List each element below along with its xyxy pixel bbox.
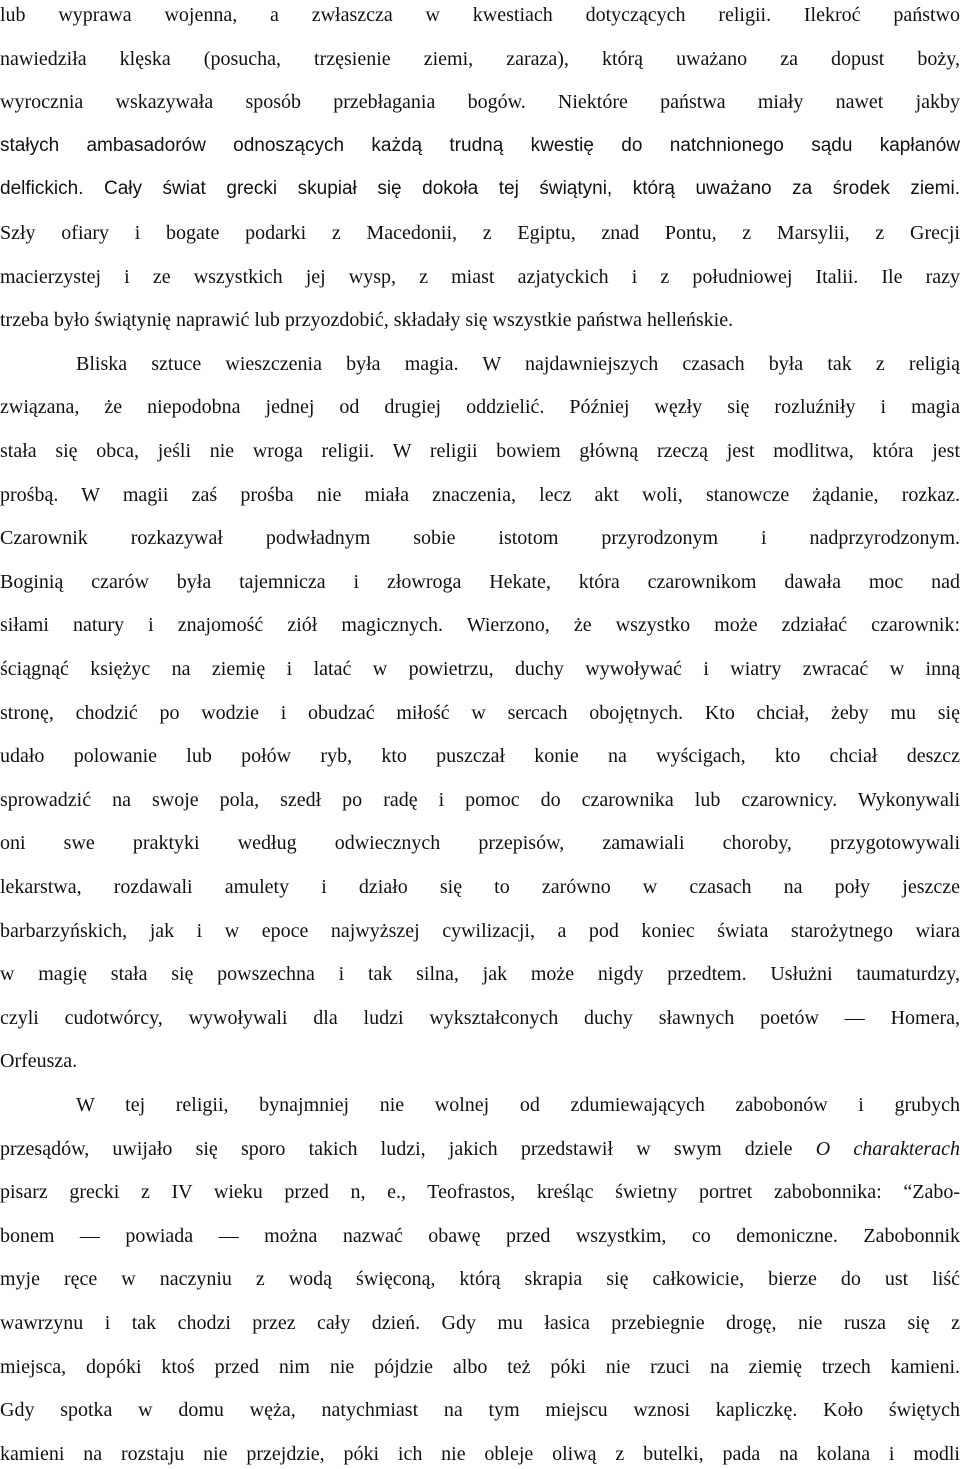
- line-text: Orfeusza.: [0, 1050, 78, 1073]
- line-text: nawiedziła klęska (posucha, trzęsienie ziemi, zaraza), którą uważano za dopust boży,: [0, 47, 960, 70]
- text-line-content: [0, 87, 960, 117]
- text-line: [0, 1090, 960, 1120]
- text-line: [0, 741, 960, 771]
- text-line: [0, 305, 960, 335]
- text-line-content: [76, 349, 960, 379]
- text-line: [0, 567, 960, 597]
- text-line: [0, 1439, 960, 1469]
- line-text: siłami natury i znajomość ziół magicznych. Wierzono, że wszystko może zdziałać czarownik:: [0, 614, 960, 637]
- text-line-content: [0, 0, 960, 30]
- line-text: związana, że niepodobna jednej od drugiej oddzielić. Później węzły się rozluźniły i magia: [0, 396, 960, 419]
- text-line-content: [0, 1308, 960, 1338]
- line-text: Czarownik rozkazywał podwładnym sobie istotom przyrodzonym i nadprzyrodzonym.: [0, 527, 960, 550]
- text-line: [0, 44, 960, 74]
- line-text: Boginią czarów była tajemnicza i złowroga Hekate, która czarownikom dawała moc nad: [0, 570, 960, 593]
- text-line: [0, 828, 960, 858]
- text-line-content: [0, 1134, 960, 1164]
- text-line: [0, 1308, 960, 1338]
- text-line: [0, 262, 960, 292]
- line-text: Gdy spotka w domu węża, natychmiast na tym miejscu wznosi kapliczkę. Koło świętych: [0, 1399, 960, 1422]
- text-line: [0, 1046, 960, 1076]
- text-line-content: [0, 654, 960, 684]
- line-text: ściągnąć księżyc na ziemię i latać w powietrzu, duchy wywoływać i wiatry zwracać w inną: [0, 658, 960, 680]
- text-line-content: [0, 1439, 960, 1469]
- text-line: [0, 1177, 960, 1207]
- text-line: [0, 1352, 960, 1382]
- text-line: [0, 654, 960, 684]
- line-text: sprowadzić na swoje pola, szedł po radę i pomoc do czarownika lub czarownicy. Wykonywali: [0, 788, 960, 811]
- text-line-content: [0, 1003, 960, 1033]
- text-line-content: [0, 1264, 960, 1294]
- line-text: barbarzyńskich, jak i w epoce najwyższej cywilizacji, a pod koniec świata starożytnego wiara: [0, 919, 960, 942]
- line-text: czyli cudotwórcy, wywoływali dla ludzi wykształconych duchy sławnych poetów — Homera,: [0, 1006, 960, 1029]
- text-line: [0, 523, 960, 553]
- line-text: udało polowanie lub połów ryb, kto puszczał konie na wyścigach, kto chciał deszcz: [0, 745, 960, 768]
- text-line: [0, 698, 960, 728]
- text-line-content: [0, 1352, 960, 1382]
- text-line-content: [0, 872, 960, 902]
- text-line-content: [0, 174, 960, 204]
- text-line: [0, 1134, 960, 1164]
- text-line-content: [0, 523, 960, 553]
- text-line: [0, 1264, 960, 1294]
- text-line: [0, 610, 960, 640]
- text-line: [0, 436, 960, 466]
- text-line: [0, 785, 960, 815]
- text-line: [0, 916, 960, 946]
- text-line-content: [0, 828, 960, 858]
- line-text: stała się obca, jeśli nie wroga religii. W religii bowiem główną rzeczą jest modlitwa, która jest: [0, 440, 960, 462]
- text-line-content: [0, 1221, 960, 1251]
- line-text: wawrzynu i tak chodzi przez cały dzień. Gdy mu łasica przebiegnie drogę, nie rusza się z: [0, 1312, 960, 1334]
- line-text: miejsca, dopóki ktoś przed nim nie pójdzie albo też póki nie rzuci na ziemię trzech kamieni.: [0, 1355, 960, 1378]
- line-text: Bliska sztuce wieszczenia była magia. W najdawniejszych czasach była tak z religią: [76, 352, 960, 375]
- text-line: [0, 480, 960, 510]
- text-line-content: [0, 785, 960, 815]
- text-line-content: [0, 305, 960, 335]
- text-line-content: [0, 392, 960, 422]
- text-line-content: [0, 218, 960, 248]
- line-text: bonem — powiada — można nazwać obawę przed wszystkim, co demoniczne. Zabobonnik: [0, 1224, 960, 1247]
- line-text: przesądów, uwijało się sporo takich ludzi, jakich przedstawił w swym dziele: [0, 1137, 816, 1160]
- line-text: w magię stała się powszechna i tak silna, jak może nigdy przedtem. Usłużni taumaturdzy,: [0, 963, 960, 986]
- text-line: [0, 1395, 960, 1425]
- line-text: pisarz grecki z IV wieku przed n, e., Teofrastos, kreśląc świetny portret zabobonnika: “Zabo-: [0, 1181, 960, 1204]
- line-text: trzeba było świątynię naprawić lub przyozdobić, składały się wszystkie państwa helleńskie.: [0, 309, 734, 332]
- line-text: oni swe praktyki według odwiecznych przepisów, zamawiali choroby, przygotowywali: [0, 832, 960, 855]
- line-text: prośbą. W magii zaś prośba nie miała znaczenia, lecz akt woli, stanowcze żądanie, rozkaz.: [0, 483, 960, 506]
- text-line-content: [0, 741, 960, 771]
- text-line-content: [0, 262, 960, 292]
- text-line-content: [0, 959, 960, 989]
- text-line: [0, 1003, 960, 1033]
- line-text: stronę, chodzić po wodzie i obudzać miłość w sercach obojętnych. Kto chciał, żeby mu się: [0, 701, 960, 724]
- text-line-content: [76, 1090, 960, 1120]
- text-line: [0, 392, 960, 422]
- text-line: [0, 349, 960, 379]
- text-line: [0, 959, 960, 989]
- text-line-content: [0, 698, 960, 728]
- text-line: [0, 0, 960, 30]
- text-line-content: [0, 916, 960, 946]
- text-line-content: [0, 44, 960, 74]
- text-line-content: [0, 567, 960, 597]
- line-text: lub wyprawa wojenna, a zwłaszcza w kwestiach dotyczących religii. Ilekroć państwo: [0, 4, 960, 26]
- text-line: [0, 218, 960, 248]
- line-text: delfickich. Cały świat grecki skupiał się dokoła tej świątyni, którą uważano za środek ziemi.: [0, 178, 960, 200]
- line-text: W tej religii, bynajmniej nie wolnej od zdumiewających zabobonów i grubych: [76, 1094, 960, 1116]
- line-text: myje ręce w naczyniu z wodą święconą, którą skrapia się całkowicie, bierze do ust liść: [0, 1268, 960, 1291]
- line-text: stałych ambasadorów odnoszących każdą trudną kwestię do natchnionego sądu kapłanów: [0, 134, 960, 156]
- book-title-italic: O charakterach: [815, 1137, 960, 1160]
- text-line-content: [0, 131, 960, 161]
- text-line-content: [0, 1395, 960, 1425]
- line-text: kamieni na rozstaju nie przejdzie, póki ich nie obleje oliwą z butelki, pada na kolana i modli: [0, 1442, 960, 1465]
- text-line: [0, 87, 960, 117]
- text-line-content: [0, 610, 960, 640]
- text-line: [0, 174, 960, 204]
- text-line-content: [0, 436, 960, 466]
- text-line-content: [0, 1177, 960, 1207]
- text-line-content: [0, 1046, 960, 1076]
- line-text: wyrocznia wskazywała sposób przebłagania bogów. Niektóre państwa miały nawet jakby: [0, 91, 960, 114]
- line-text: Szły ofiary i bogate podarki z Macedonii, z Egiptu, znad Pontu, z Marsylii, z Grecji: [0, 222, 960, 244]
- text-line: [0, 872, 960, 902]
- text-line: [0, 1221, 960, 1251]
- text-line: [0, 131, 960, 161]
- text-line-content: [0, 480, 960, 510]
- line-text: macierzystej i ze wszystkich jej wysp, z miast azjatyckich i z południowej Italii. Ile razy: [0, 265, 960, 288]
- line-text: lekarstwa, rozdawali amulety i działo się to zarówno w czasach na poły jeszcze: [0, 876, 960, 898]
